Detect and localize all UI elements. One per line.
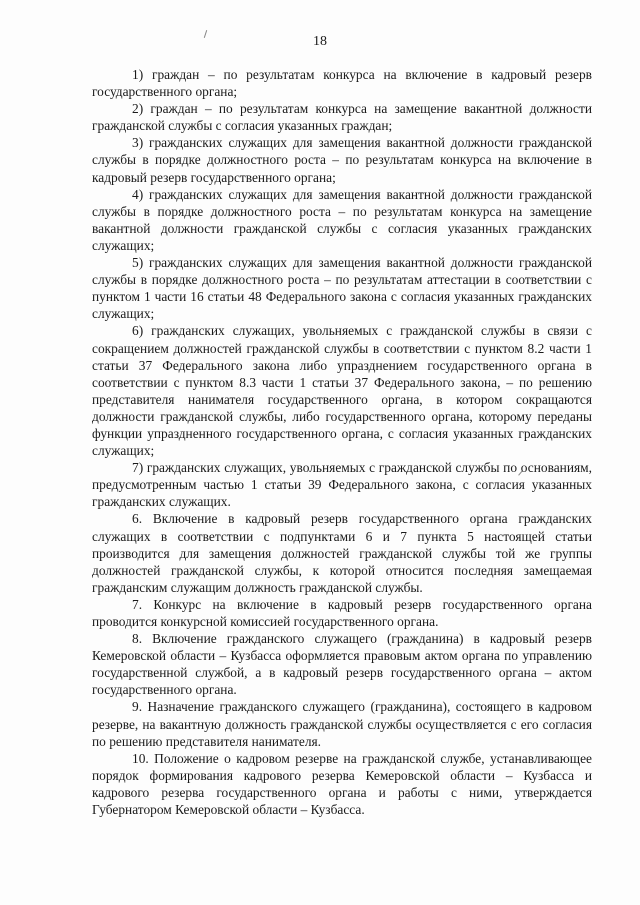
clause-8: 8. Включение гражданского служащего (гражданина) в кадровый резерв Кемеровской области – Кузбасса оформляется правовым актом органа по управлению государственной службой, а в кадровый резерв государственного органа – актом государственного органа. <box>92 631 592 698</box>
list-item-5: 5) гражданских служащих для замещения вакантной должности гражданской службы в порядке должностного роста – по результатам аттестации в соответствии с пунктом 1 части 16 статьи 48 Федерального закона с согласия указанных гражданских служащих; <box>92 255 592 322</box>
list-item-6: 6) гражданских служащих, увольняемых с гражданской службы в связи с сокращением должностей гражданской службы в соответствии с пунктом 8.2 части 1 статьи 37 Федерального закона либо упразднением государственного органа в соответствии с пунктом 8.3 части 1 статьи 37 Федерального закона, – по решению представителя нанимателя государственного органа, в котором сокращаются должности гражданской службы, либо государственного органа, которому переданы функции упраздненного государственного органа, с согласия указанных гражданских служащих; <box>92 323 592 459</box>
list-item-2: 2) граждан – по результатам конкурса на замещение вакантной должности гражданской службы с согласия указанных граждан; <box>92 101 592 134</box>
list-item-1: 1) граждан – по результатам конкурса на включение в кадровый резерв государственного органа; <box>92 67 592 100</box>
clause-7: 7. Конкурс на включение в кадровый резерв государственного органа проводится конкурсной комиссией государственного органа. <box>92 596 592 629</box>
list-item-7: 7) гражданских служащих, увольняемых с гражданской службы по основаниям, предусмотренным частью 1 статьи 39 Федерального закона, с согласия указанных гражданских служащих. <box>92 460 592 510</box>
page-number: 18 <box>313 34 327 49</box>
clause-9: 9. Назначение гражданского служащего (гражданина), состоящего в кадровом резерве, на вакантную должность гражданской службы осуществляется с его согласия по решению представителя нанимателя. <box>92 699 592 749</box>
clause-6: 6. Включение в кадровый резерв государственного органа гражданских служащих в соответствии с подпунктами 6 и 7 пункта 5 настоящей статьи производится для замещения должностей гражданской службы той же группы должностей гражданской службы, к которой относится последняя замещаемая гражданским служащим должность гражданской службы. <box>92 511 592 595</box>
document-body <box>92 66 592 818</box>
list-item-3: 3) гражданских служащих для замещения вакантной должности гражданской службы в порядке должностного роста – по результатам конкурса на включение в кадровый резерв государственного органа; <box>92 135 592 185</box>
list-item-4: 4) гражданских служащих для замещения вакантной должности гражданской службы в порядке должностного роста – по результатам конкурса на замещение вакантной должности гражданской службы с согласия указанных гражданских служащих; <box>92 186 592 253</box>
clause-10: 10. Положение о кадровом резерве на гражданской службе, устанавливающее порядок формирования кадрового резерва Кемеровской области – Кузбасса и кадрового резерва государственного органа и работы с ними, утверждается Губернатором Кемеровской области – Кузбасса. <box>92 750 592 818</box>
